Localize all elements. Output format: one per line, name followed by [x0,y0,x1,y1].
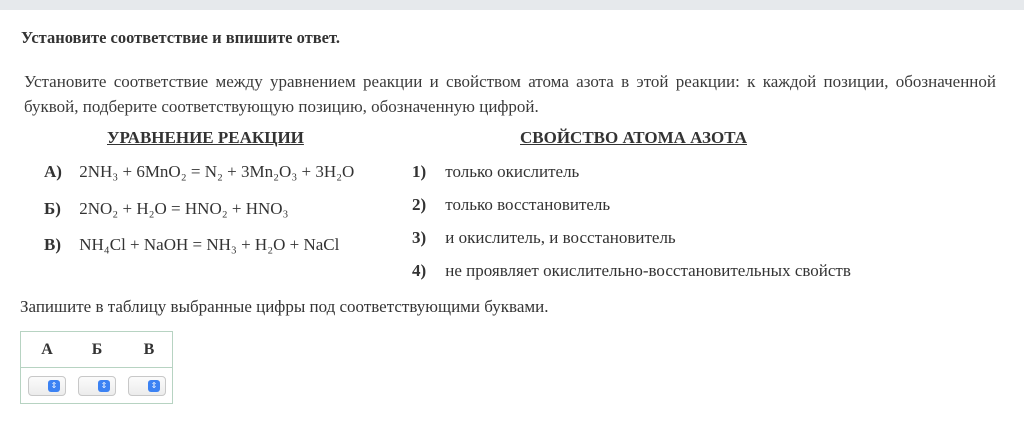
answer-select-b[interactable] [78,376,116,396]
property-3 [412,228,676,248]
property-4 [412,261,851,281]
updown-chevron-icon: ⇕ [98,380,110,392]
equation-label: А) [44,162,62,181]
property-label: 4) [412,261,427,280]
equation-c [44,235,339,255]
answer-select-a[interactable] [28,376,66,396]
task-title: Установите соответствие и впишите ответ. [21,28,340,47]
answer-instruction: Запишите в таблицу выбранные цифры под соответствующими буквами. [20,297,549,316]
equation-b [44,199,289,219]
answer-select-c[interactable] [128,376,166,396]
equation-text: NH₄Cl + NaOH = NH₃ + H₂O + NaCl [79,235,340,254]
property-text: только восстановитель [445,195,611,214]
property-1 [412,162,579,182]
top-bar [0,0,1024,10]
property-label: 1) [412,162,427,181]
answer-header-c: В [143,341,155,358]
table-divider [21,367,172,368]
property-text: и окислитель, и восстановитель [445,228,676,247]
task-description: Установите соответствие между уравнением реакции и свойством атома азота в этой реакции: к каждой позиции, обозначенной буквой, подберите соответствующую позицию, обозначенную цифрой. [24,72,996,116]
equation-text: 2NO₂ + H₂O = HNO₂ + HNO₃ [79,199,289,218]
property-label: 2) [412,195,427,214]
equation-label: Б) [44,199,61,218]
updown-chevron-icon: ⇕ [48,380,60,392]
answer-table [20,331,173,404]
property-text: только окислитель [445,162,580,181]
properties-heading: СВОЙСТВО АТОМА АЗОТА [520,128,748,147]
property-label: 3) [412,228,427,247]
property-text: не проявляет окислительно-восстановительных свойств [445,261,851,280]
updown-chevron-icon: ⇕ [148,380,160,392]
answer-header-b: Б [91,341,103,358]
equation-label: В) [44,235,61,254]
answer-header-a: А [41,341,53,358]
equation-text: 2NH₃ + 6MnO₂ = N₂ + 3Mn₂O₃ + 3H₂O [79,162,355,181]
property-2 [412,195,610,215]
equations-heading: УРАВНЕНИЕ РЕАКЦИИ [107,128,304,147]
equation-a [44,162,354,182]
